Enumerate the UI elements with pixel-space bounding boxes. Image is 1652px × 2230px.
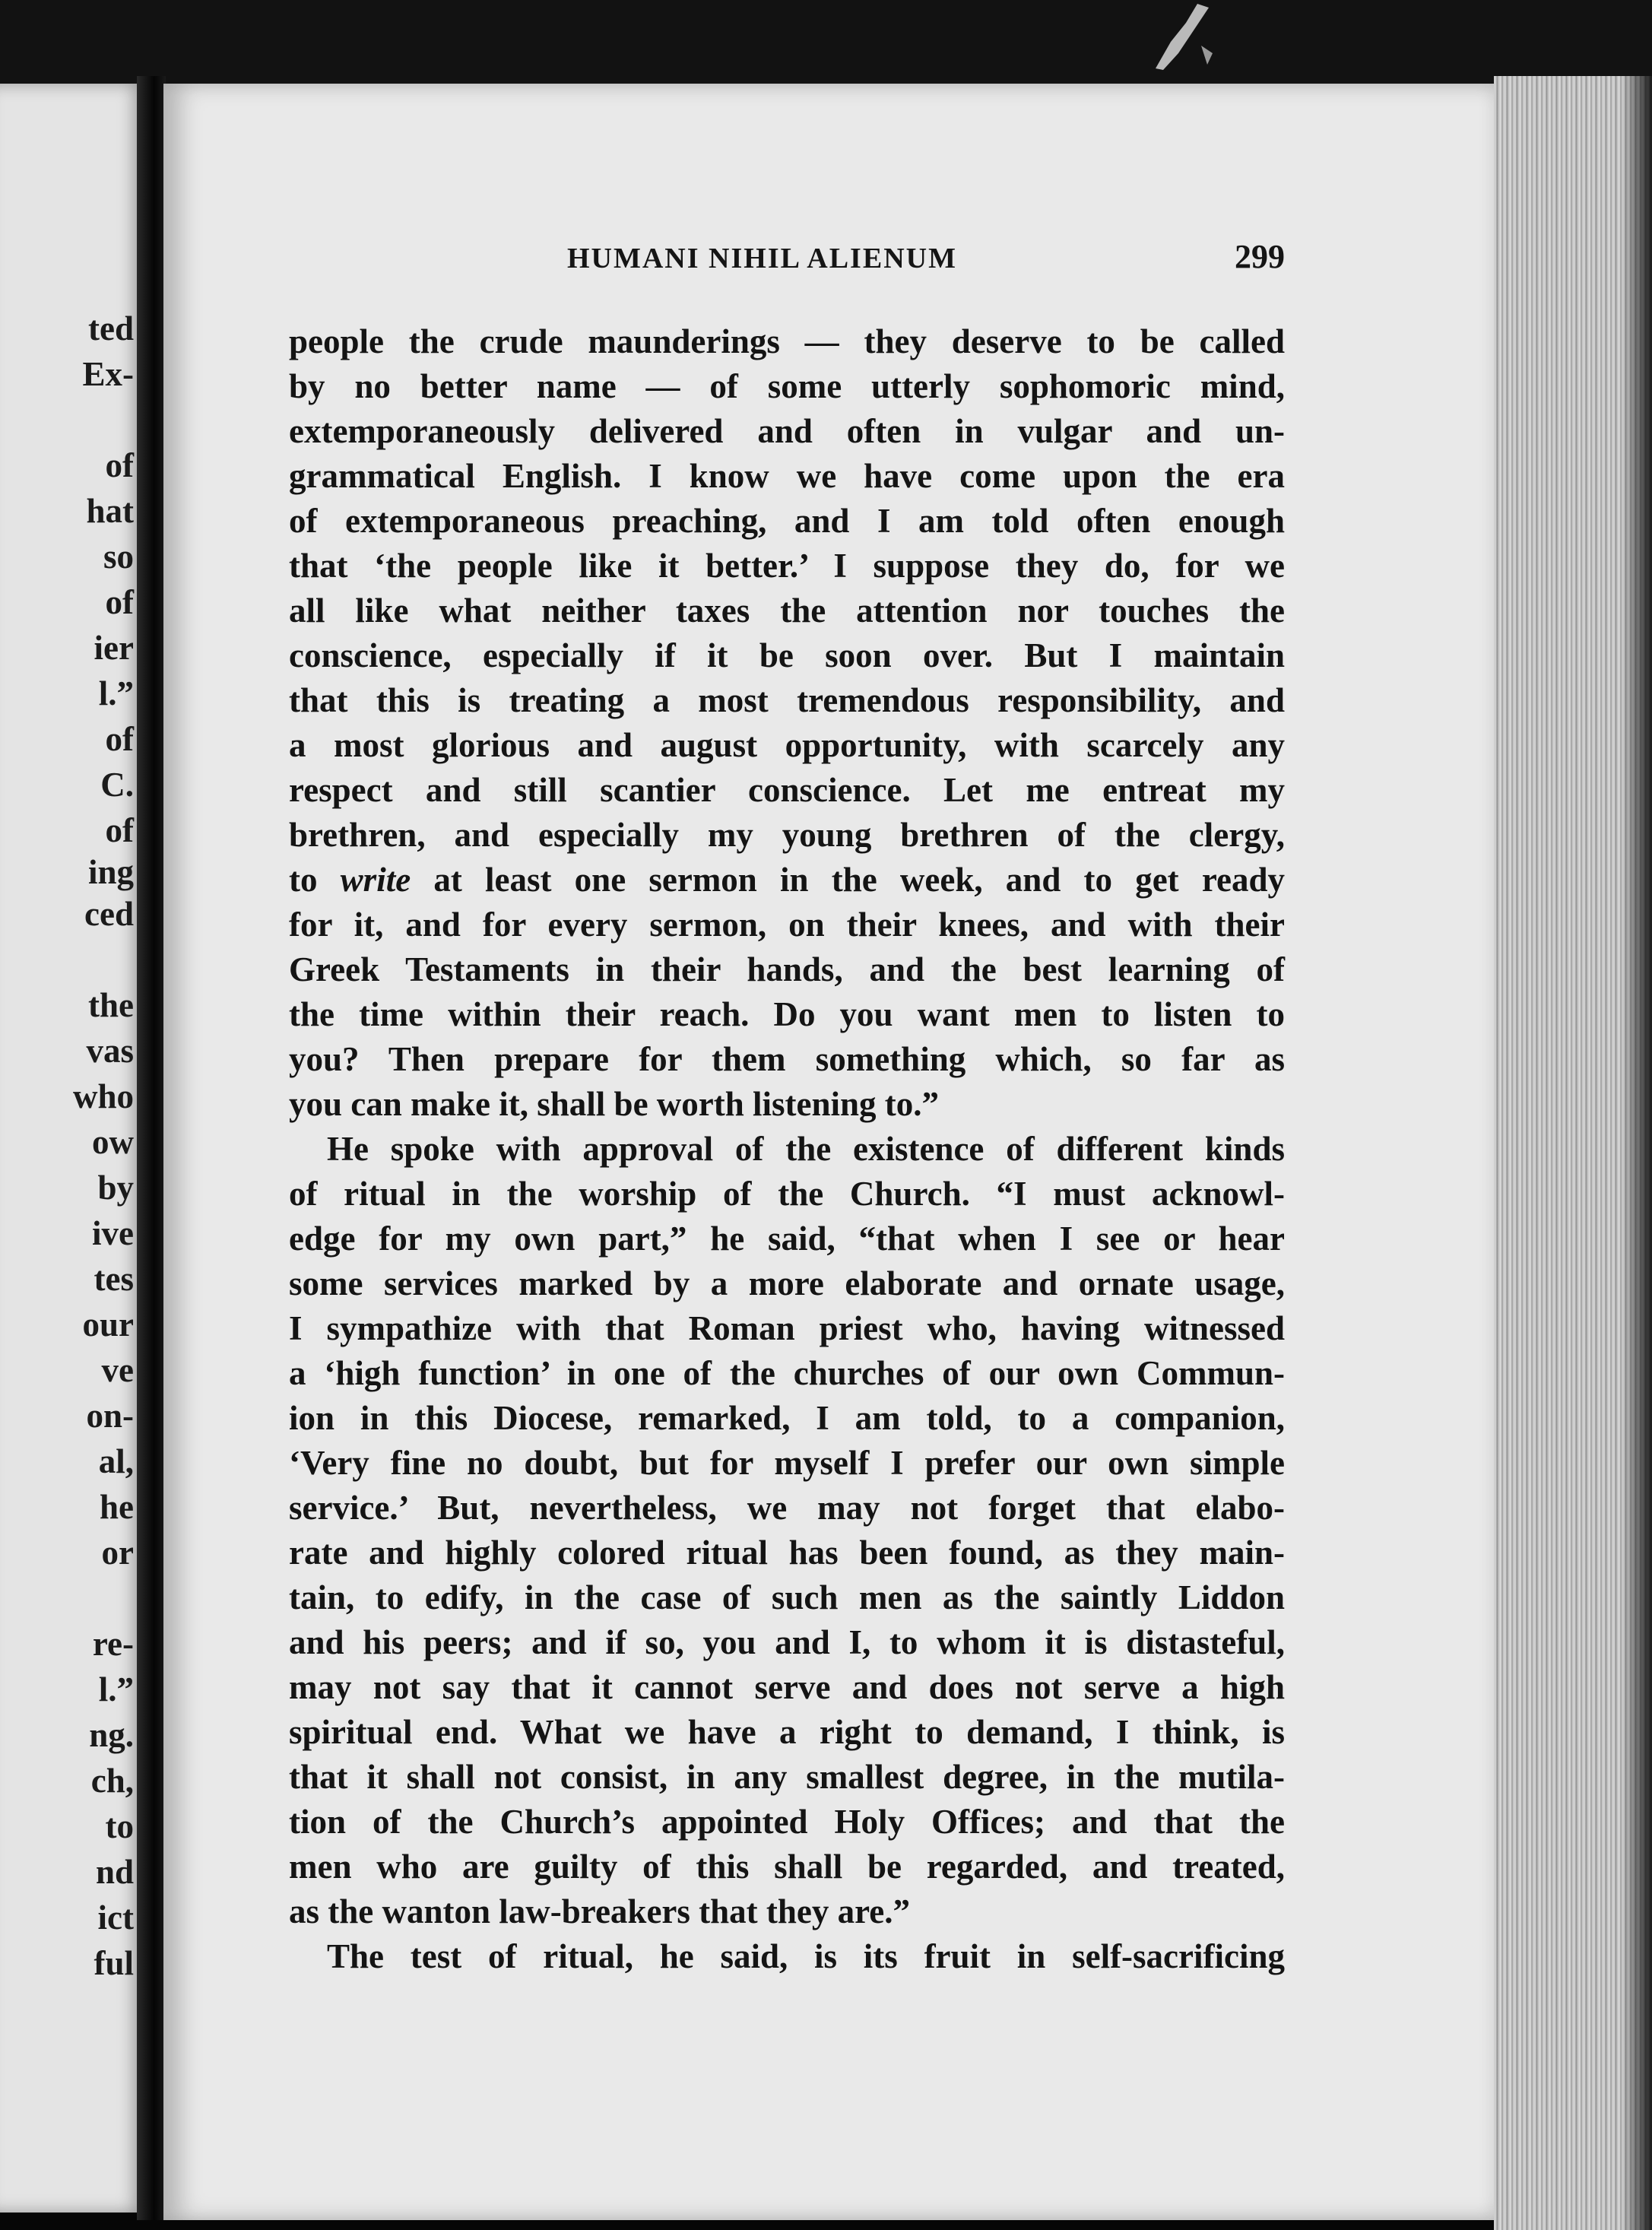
text-line: brethren, and especially my young brethren of the clergy, (289, 816, 1285, 854)
text-line: service.’ But, nevertheless, we may not forget that elabo- (289, 1489, 1285, 1527)
text-line: a ‘high function’ in one of the churches of our own Commun- (289, 1354, 1285, 1392)
page-edges (1494, 76, 1652, 2230)
previous-page-fragment-text: tes (94, 1260, 134, 1298)
text-line: may not say that it cannot serve and does not serve a high (289, 1668, 1285, 1706)
previous-page-fragment-text: of (105, 583, 134, 621)
previous-page-fragment-text: Ex- (82, 355, 134, 393)
previous-page-fragment-text: nd (95, 1853, 134, 1891)
previous-page-fragment-text: C. (100, 766, 134, 804)
previous-page-fragment-text: ced (84, 895, 134, 933)
running-head: HUMANI NIHIL ALIENUM (567, 243, 957, 274)
previous-page-fragment-text: of (105, 446, 134, 484)
previous-page-fragment-text: the (88, 986, 134, 1024)
text-line: you can make it, shall be worth listening to.” (289, 1085, 940, 1123)
text-line: of ritual in the worship of the Church. “I must acknowl- (289, 1175, 1285, 1213)
text-line: tain, to edify, in the case of such men as the saintly Liddon (289, 1578, 1285, 1616)
previous-page-fragment-text: hat (86, 492, 134, 530)
text-line: a most glorious and august opportunity, with scarcely any (289, 726, 1285, 764)
book-gutter (137, 76, 166, 2220)
text-line: respect and still scantier conscience. Let me entreat my (289, 771, 1285, 809)
previous-page-fragment-text: ted (88, 309, 134, 347)
text-line: by no better name — of some utterly sophomoric mind, (289, 367, 1285, 405)
previous-page-fragment-text: l.” (98, 674, 134, 712)
text-line: that it shall not consist, in any smallest degree, in the mutila- (289, 1758, 1285, 1796)
text-line: rate and highly colored ritual has been found, as they main- (289, 1534, 1285, 1572)
previous-page-fragment-text: ful (94, 1944, 134, 1982)
text-line: tion of the Church’s appointed Holy Offices; and that the (289, 1803, 1285, 1841)
previous-page-fragment-text: of (105, 811, 134, 849)
page-header (289, 238, 1285, 287)
text-line: He spoke with approval of the existence of different kinds (327, 1130, 1285, 1168)
previous-page-fragment-text: ow (92, 1123, 134, 1161)
previous-page-fragment-text: l.” (98, 1670, 134, 1708)
text-line: conscience, especially if it be soon over. But I maintain (289, 636, 1285, 674)
text-line: some services marked by a more elaborate and ornate usage, (289, 1264, 1285, 1302)
previous-page-fragment-text: ict (97, 1899, 134, 1937)
previous-page-fragment-text: by (97, 1169, 134, 1207)
text-line: that this is treating a most tremendous responsibility, and (289, 681, 1285, 719)
text-line: to write at least one sermon in the week, and to get ready (289, 861, 1285, 899)
text-line: ion in this Diocese, remarked, I am told, to a companion, (289, 1399, 1285, 1437)
body-text (289, 319, 1285, 1979)
text-line: the time within their reach. Do you want men to listen to (289, 995, 1285, 1033)
text-line: you? Then prepare for them something which, so far as (289, 1040, 1285, 1078)
text-line: extemporaneously delivered and often in vulgar and un- (289, 412, 1285, 450)
text-line: Greek Testaments in their hands, and the best learning of (289, 950, 1285, 988)
text-line: spiritual end. What we have a right to demand, I think, is (289, 1713, 1285, 1751)
text-line: that ‘the people like it better.’ I suppose they do, for we (289, 547, 1285, 585)
text-line: for it, and for every sermon, on their knees, and with their (289, 906, 1285, 944)
previous-page-fragment-text: of (105, 720, 134, 758)
text-line: ‘Very fine no doubt, but for myself I prefer our own simple (289, 1444, 1285, 1482)
text-line: and his peers; and if so, you and I, to whom it is distasteful, (289, 1623, 1285, 1661)
previous-page-fragment-text: ing (87, 853, 134, 891)
text-line: men who are guilty of this shall be regarded, and treated, (289, 1848, 1285, 1886)
text-line: edge for my own part,” he said, “that when I see or hear (289, 1220, 1285, 1258)
previous-page-fragment-text: or (101, 1534, 134, 1572)
previous-page-fragment-text: ier (94, 629, 134, 667)
scan-artifact (1125, 0, 1216, 72)
text-line: I sympathize with that Roman priest who, having witnessed (289, 1309, 1285, 1347)
text-line: all like what neither taxes the attention nor touches the (289, 592, 1285, 630)
previous-page-fragment-text: ng. (89, 1716, 134, 1754)
previous-page-fragment-text: re- (92, 1625, 134, 1663)
previous-page-fragment-text: ch, (90, 1762, 134, 1800)
previous-page-fragment-text: vas (86, 1032, 134, 1070)
page-number: 299 (1235, 238, 1285, 275)
text-line: people the crude maunderings — they deserve to be called (289, 322, 1285, 360)
previous-page-fragment-text: to (105, 1807, 134, 1845)
text-line: The test of ritual, he said, is its fruit in self-sacrificing (327, 1937, 1285, 1975)
previous-page-fragment-text: he (100, 1488, 134, 1526)
previous-page-fragment-text: on- (86, 1397, 134, 1435)
previous-page-fragment-text: who (72, 1077, 134, 1115)
previous-page-fragment-text: ve (101, 1351, 134, 1389)
previous-page-fragment-text: al, (98, 1442, 134, 1480)
text-line: of extemporaneous preaching, and I am told often enough (289, 502, 1285, 540)
previous-page-fragment-text: ive (92, 1214, 134, 1252)
previous-page-fragment-text: so (103, 538, 134, 576)
text-line: as the wanton law-breakers that they are.” (289, 1892, 911, 1930)
text-line: grammatical English. I know we have come upon the era (289, 457, 1285, 495)
previous-page-fragment-text: our (82, 1305, 134, 1343)
previous-page-fragment (0, 84, 148, 2213)
